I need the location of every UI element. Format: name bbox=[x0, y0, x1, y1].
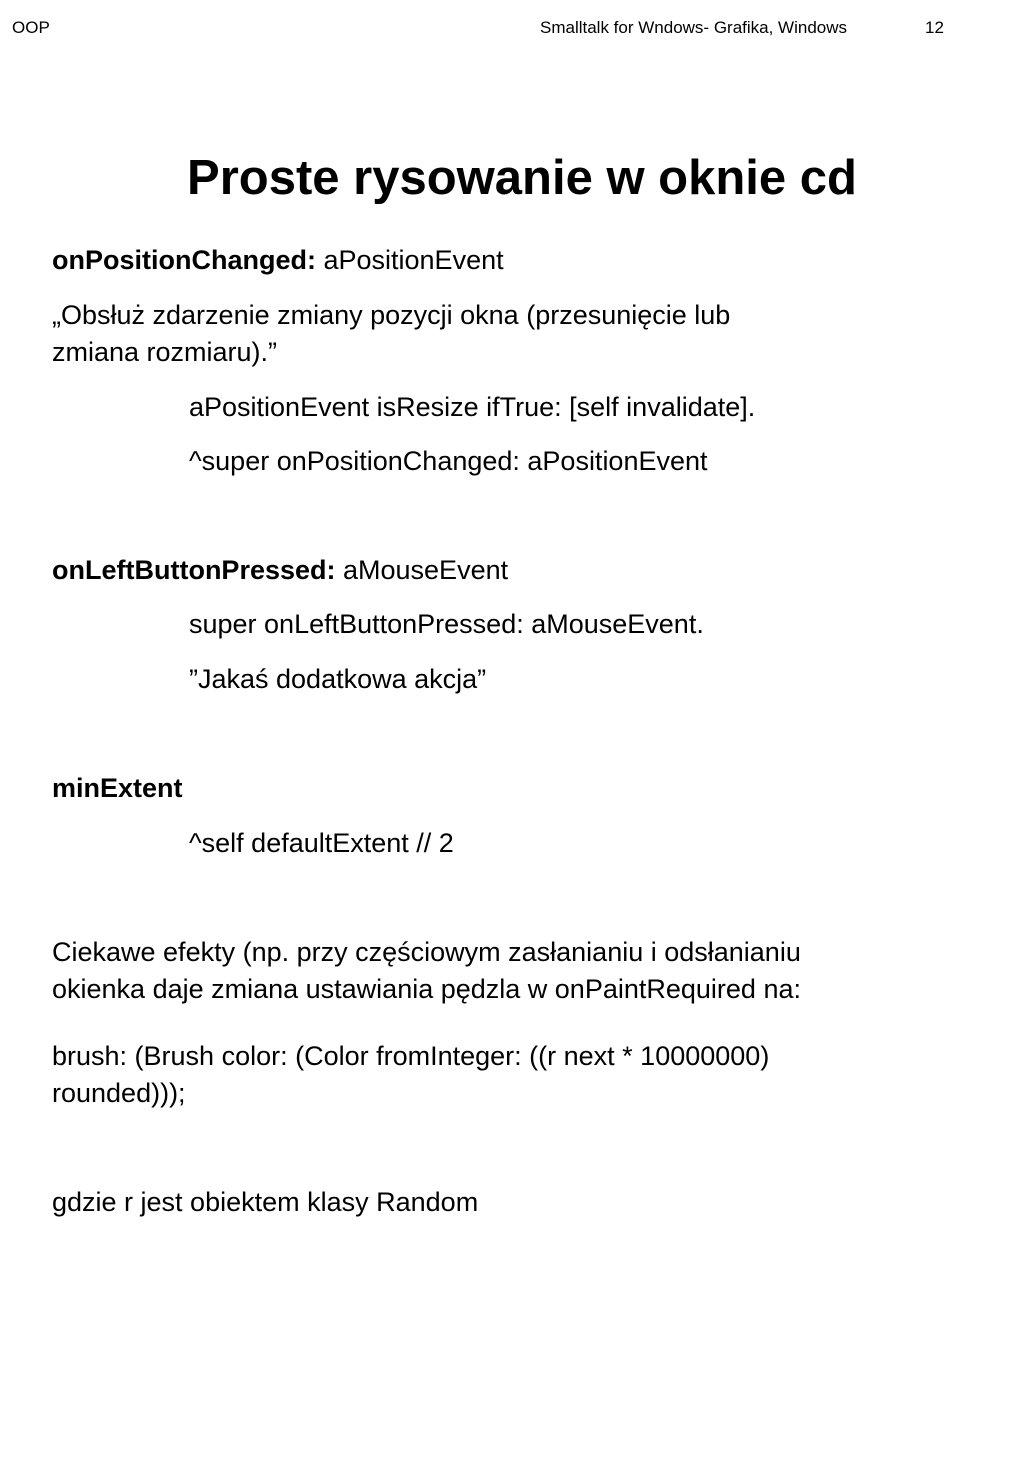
note-code-line: brush: (Brush color: (Color fromInteger: ((r next * 10000000) bbox=[52, 1041, 770, 1071]
method-argument: aMouseEvent bbox=[335, 555, 509, 585]
method-comment-line: „Obsłuż zdarzenie zmiany pozycji okna (przesunięcie lub bbox=[52, 300, 731, 330]
method-onleftbuttonpressed-signature bbox=[52, 552, 508, 589]
header-section-title: Smalltalk for Wndows- Grafika, Windows bbox=[540, 18, 848, 37]
slide-title: Proste rysowanie w oknie cd bbox=[187, 151, 857, 205]
note-footer: gdzie r jest obiektem klasy Random bbox=[52, 1187, 479, 1217]
header-page-number: 12 bbox=[925, 18, 944, 37]
code-line: super onLeftButtonPressed: aMouseEvent. bbox=[189, 609, 704, 639]
code-line: aPositionEvent isResize ifTrue: [self invalidate]. bbox=[189, 392, 756, 422]
note-line: okienka daje zmiana ustawiania pędzla w onPaintRequired na: bbox=[52, 974, 801, 1004]
method-selector: onLeftButtonPressed: bbox=[52, 555, 336, 585]
method-comment-line: zmiana rozmiaru).” bbox=[52, 337, 278, 367]
code-line: ^super onPositionChanged: aPositionEvent bbox=[189, 446, 708, 476]
code-line: ”Jakaś dodatkowa akcja” bbox=[189, 664, 487, 694]
method-selector: onPositionChanged: bbox=[52, 245, 316, 275]
code-line: ^self defaultExtent // 2 bbox=[189, 828, 454, 858]
method-minextent-signature: minExtent bbox=[52, 773, 183, 803]
method-onpositionchanged-signature bbox=[52, 242, 504, 279]
header-course-label: OOP bbox=[12, 18, 50, 37]
method-argument: aPositionEvent bbox=[315, 245, 504, 275]
note-code-line: rounded))); bbox=[52, 1078, 186, 1108]
note-line: Ciekawe efekty (np. przy częściowym zasłanianiu i odsłanianiu bbox=[52, 937, 801, 967]
